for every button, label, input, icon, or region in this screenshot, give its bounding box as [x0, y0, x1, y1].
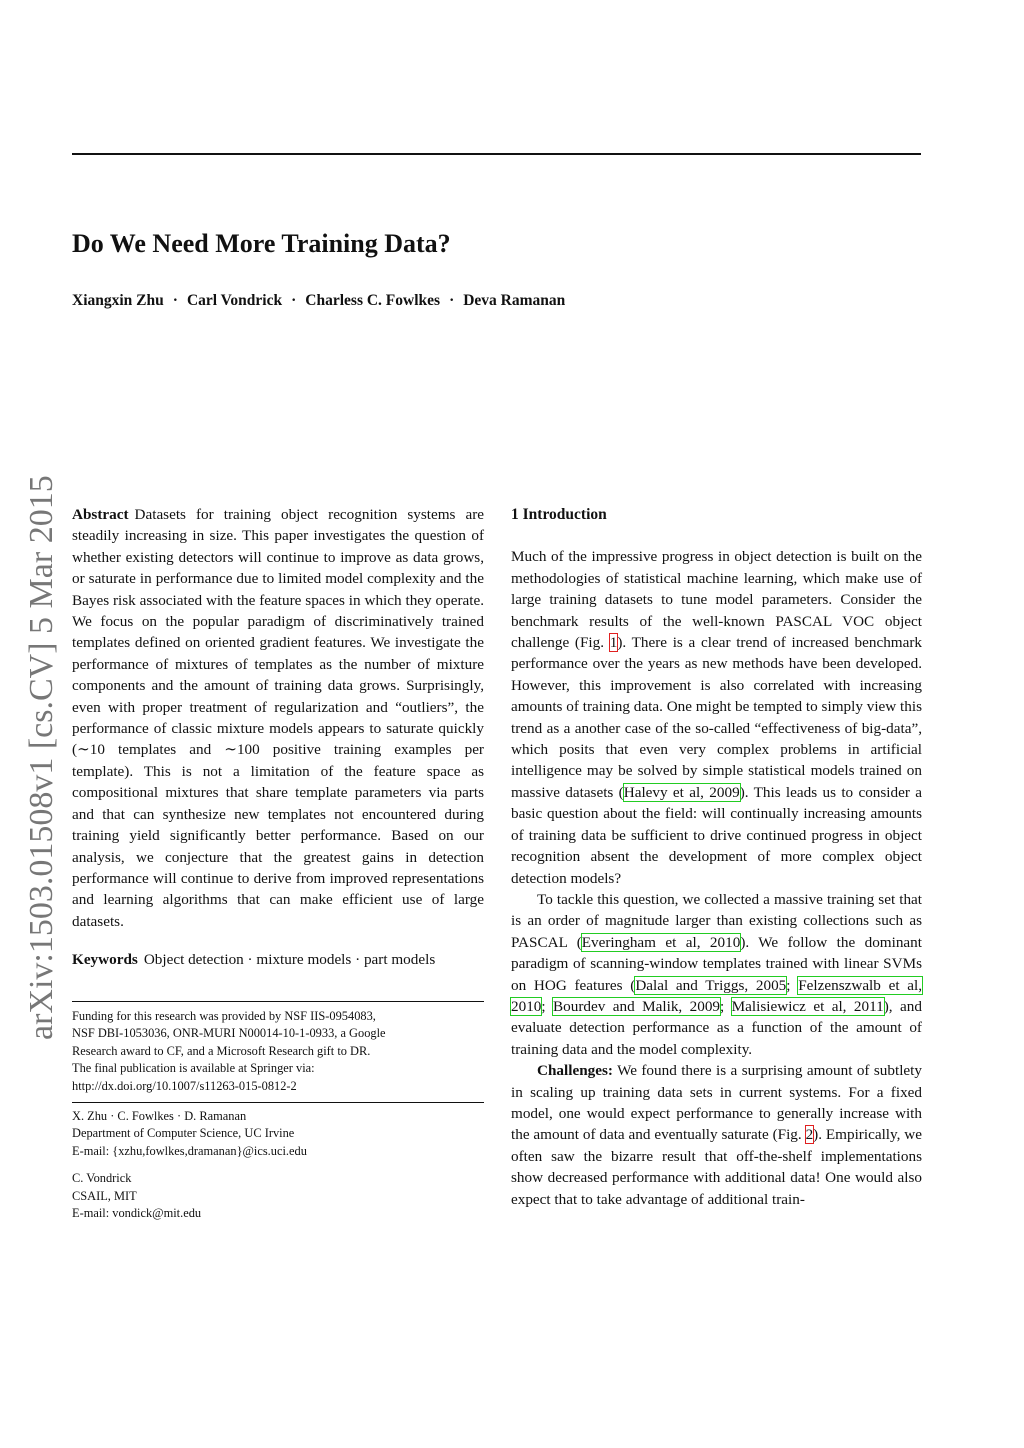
paragraph-text: ). Empirically, we often saw the bizarre result that off-the-shelf implementations show decreased performance with additional data! One would also expect that to take advantage of additional train-	[511, 1126, 922, 1208]
affiliation-dept: Department of Computer Science, UC Irvine	[72, 1126, 295, 1141]
paragraph-text: ). There is a clear trend of increased benchmark performance over the years as new methods have been developed. However, this improvement is also correlated with increasing amounts of training data. One might be tempted to simply view this trend as a another case of the so-called “effectiveness of big-data”, which posits that even very complex problems in artificial intelligence may be solved by simple statistical models trained on massive datasets (	[511, 634, 922, 801]
author-name: Carl Vondrick	[186, 292, 283, 309]
intro-paragraph-2	[511, 889, 922, 1060]
affiliation-block	[72, 1108, 484, 1161]
footnote-line: NSF DBI-1053036, ONR-MURI N00014-10-1-0933, a Google	[72, 1026, 386, 1041]
author-separator: ·	[449, 292, 455, 309]
right-column	[511, 504, 922, 1210]
affiliation-dept: CSAIL, MIT	[72, 1188, 137, 1203]
intro-paragraph-3	[511, 1060, 922, 1210]
footnote-doi-link[interactable]: http://dx.doi.org/10.1007/s11263-015-0812-2	[72, 1078, 297, 1093]
section-heading: 1 Introduction	[511, 506, 607, 523]
keywords-label: Keywords	[72, 951, 138, 969]
intro-paragraph-1	[511, 546, 922, 889]
paragraph-text: ), and evaluate detection performance as a function of the amount of training data and the model complexity.	[511, 997, 922, 1058]
citation-separator: ;	[786, 976, 799, 994]
affiliation-block	[72, 1170, 484, 1223]
keywords	[72, 949, 484, 970]
footnote-divider	[72, 1102, 484, 1103]
author-separator: ·	[291, 292, 297, 309]
citation-link[interactable]: Halevy et al, 2009	[623, 783, 740, 801]
affiliation-email: E-mail: vondick@mit.edu	[72, 1206, 202, 1221]
affiliation-email: E-mail: {xzhu,fowlkes,dramanan}@ics.uci.edu	[72, 1143, 307, 1158]
figure-ref-link[interactable]: 2	[805, 1126, 814, 1144]
paragraph-text: ). We follow the dominant paradigm of scanning-window templates trained with linear SVMs on HOG features (	[511, 933, 922, 994]
abstract	[72, 504, 484, 932]
abstract-text: Datasets for training object recognition systems are steadily increasing in size. This paper investigates the question of whether existing detectors will continue to improve as data grows, or saturate in performance due to limited model complexity and the Bayes risk associated with the feature spaces in which they operate. We focus on the popular paradigm of discriminatively trained templates defined on oriented gradient features. We investigate the performance of mixtures of templates as the number of mixture components and the amount of training data grows. Surprisingly, even with proper treatment of regularization and “outliers”, the performance of classic mixture models appears to saturate quickly (∼10 templates and ∼100 positive training examples per template). This is not a limitation of the feature space as compositional mixtures that share template parameters via parts and that can synthesize new templates not encountered during training yield significantly better performance. Based on our analysis, we conjecture that the greatest gains in detection performance will continue to derive from improved representations and learning algorithms that can make efficient use of large datasets.	[72, 506, 484, 930]
citation-link[interactable]: Everingham et al, 2010	[581, 933, 741, 951]
footnote-line: Funding for this research was provided by NSF IIS-0954083,	[72, 1008, 376, 1023]
abstract-label: Abstract	[72, 506, 129, 523]
citation-separator: ;	[541, 997, 554, 1015]
author-name: Xiangxin Zhu	[72, 292, 164, 309]
author-name: Charless C. Fowlkes	[305, 292, 441, 309]
affiliation-names: X. Zhu · C. Fowlkes · D. Ramanan	[72, 1108, 247, 1123]
affiliation-names: C. Vondrick	[72, 1171, 132, 1186]
citation-separator: ;	[720, 997, 732, 1015]
paragraph-text: To tackle this question, we collected a massive training set that is an order of magnitude larger than existing collections such as PASCAL (	[511, 890, 922, 951]
citation-link[interactable]: Dalal and Triggs, 2005	[635, 976, 787, 994]
footnote-line: Research award to CF, and a Microsoft Research gift to DR.	[72, 1043, 371, 1058]
paragraph-text: ). This leads us to consider a basic question about the field: will continually increasing amounts of training data be sufficient to drive continued progress in object recognition absent the development of more complex object detection models?	[511, 783, 922, 887]
footnote-line: The final publication is available at Springer via:	[72, 1061, 315, 1076]
paragraph-text: Much of the impressive progress in object detection is built on the methodologies of statistical machine learning, which make use of large training datasets to tune model parameters. Consider the benchmark results of the well-known PASCAL VOC object challenge (Fig.	[511, 548, 922, 652]
paragraph-text: We found there is a surprising amount of subtlety in scaling up training data sets in current systems. For a fixed model, one would expect performance to generally increase with the amount of data and eventually saturate (Fig.	[511, 1062, 922, 1144]
author-list	[72, 292, 565, 310]
left-column	[72, 504, 484, 1233]
figure-ref-link[interactable]: 1	[609, 634, 618, 652]
citation-link[interactable]: Bourdev and Malik, 2009	[553, 997, 721, 1015]
author-name: Deva Ramanan	[463, 292, 566, 309]
citation-link[interactable]: Malisiewicz et al, 2011	[731, 997, 884, 1015]
paper-title: Do We Need More Training Data?	[72, 229, 451, 258]
top-rule	[72, 153, 921, 155]
arxiv-sidebar-stamp: arXiv:1503.01508v1 [cs.CV] 5 Mar 2015	[23, 475, 60, 1040]
paragraph-label: Challenges:	[537, 1062, 613, 1080]
citation-link[interactable]: Felzenszwalb et al, 2010	[511, 976, 922, 1015]
funding-footnote	[72, 1001, 484, 1224]
keywords-text: Object detection · mixture models · part models	[143, 951, 436, 969]
author-separator: ·	[172, 292, 178, 309]
